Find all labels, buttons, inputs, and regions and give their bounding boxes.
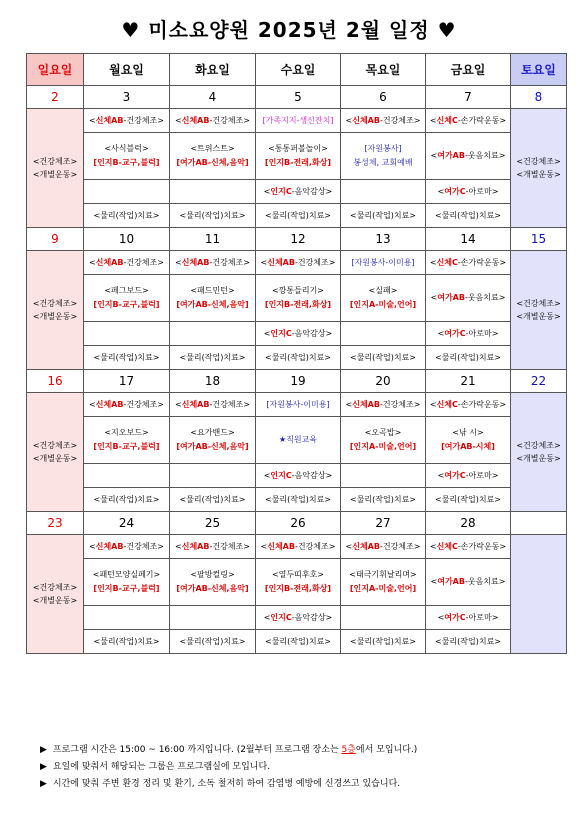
date-cell: 25	[170, 512, 256, 535]
activity-cell	[84, 488, 170, 512]
sunday-activity-cell	[27, 251, 84, 370]
date-cell: 9	[27, 228, 84, 251]
activity-cell	[84, 535, 170, 559]
activity-title: <지오보드>	[104, 428, 149, 437]
side-line: <건강체조>	[516, 157, 561, 166]
activity-text: <여가C-아로마>	[437, 471, 499, 480]
date-cell: 10	[84, 228, 170, 251]
side-line: <개별운동>	[516, 454, 561, 463]
activity-text: <물리(작업)치료>	[349, 637, 417, 646]
activity-cell	[84, 180, 170, 204]
activity-title: <사식블럭>	[104, 144, 149, 153]
sunday-activity-cell	[27, 109, 84, 228]
activity-cell	[170, 630, 256, 654]
activity-row	[27, 488, 567, 512]
activity-row	[27, 393, 567, 417]
activity-cell	[256, 488, 341, 512]
weekday-friday: 금요일	[426, 54, 511, 86]
activity-text: <물리(작업)치료>	[179, 495, 246, 504]
date-cell: 27	[341, 512, 426, 535]
activity-text: <신체AB-건강체조>	[89, 400, 164, 409]
activity-cell	[84, 251, 170, 275]
date-cell: 11	[170, 228, 256, 251]
activity-cell	[84, 133, 170, 180]
activity-text: <물리(작업)치료>	[434, 211, 502, 220]
activity-row	[27, 275, 567, 322]
activity-cell	[256, 630, 341, 654]
activity-cell	[341, 133, 426, 180]
activity-cell	[426, 488, 511, 512]
activity-cell	[84, 322, 170, 346]
activity-text: <신체AB-건강체조>	[175, 116, 250, 125]
activity-cell	[170, 275, 256, 322]
date-cell: 19	[256, 370, 341, 393]
date-cell: 26	[256, 512, 341, 535]
side-line: <건강체조>	[32, 583, 78, 592]
activity-cell	[426, 535, 511, 559]
activity-text: <인지C-음악감상>	[263, 613, 333, 622]
side-line: <개별운동>	[32, 312, 78, 321]
activity-cell	[170, 180, 256, 204]
sunday-activity-cell	[27, 535, 84, 654]
activity-cell	[341, 204, 426, 228]
date-row	[27, 228, 567, 251]
activity-cell	[170, 109, 256, 133]
activity-cell	[170, 488, 256, 512]
activity-cell	[256, 417, 341, 464]
activity-cell	[426, 630, 511, 654]
activity-cell	[256, 322, 341, 346]
date-cell: 18	[170, 370, 256, 393]
activity-cell	[256, 535, 341, 559]
page-title	[0, 14, 578, 43]
activity-cell	[426, 275, 511, 322]
activity-cell	[170, 133, 256, 180]
activity-cell	[170, 204, 256, 228]
activity-text: <물리(작업)치료>	[93, 495, 160, 504]
saturday-activity-cell	[511, 251, 567, 370]
saturday-activity-cell	[511, 393, 567, 512]
heart-icon: ♥	[121, 18, 141, 42]
activity-cell	[256, 275, 341, 322]
weekday-tuesday: 화요일	[170, 54, 256, 86]
date-cell: 6	[341, 86, 426, 109]
activity-group: [인지B-전래,화상]	[264, 584, 332, 593]
activity-cell	[170, 559, 256, 606]
date-cell: 4	[170, 86, 256, 109]
activity-cell	[341, 275, 426, 322]
date-cell: 22	[511, 370, 567, 393]
date-cell: 24	[84, 512, 170, 535]
activity-cell	[341, 488, 426, 512]
activity-group: [인지B-전래,화상]	[264, 300, 332, 309]
weekday-monday: 월요일	[84, 54, 170, 86]
activity-group: [인지A-미술,언어]	[349, 584, 417, 593]
activity-row	[27, 322, 567, 346]
activity-cell	[426, 204, 511, 228]
side-line: <개별운동>	[32, 170, 78, 179]
activity-row	[27, 417, 567, 464]
date-cell: 21	[426, 370, 511, 393]
activity-cell	[256, 606, 341, 630]
activity-group: [인지B-전래,화상]	[264, 158, 332, 167]
activity-text: <물리(작업)치료>	[434, 495, 502, 504]
side-line: <건강체조>	[32, 299, 78, 308]
activity-text: <물리(작업)치료>	[264, 637, 332, 646]
activity-cell	[84, 393, 170, 417]
activity-text: <물리(작업)치료>	[434, 637, 502, 646]
activity-cell	[170, 535, 256, 559]
activity-text: <신체AB-건강체조>	[89, 258, 164, 267]
date-cell: 16	[27, 370, 84, 393]
activity-text: <신체AB-건강체조>	[345, 542, 421, 551]
activity-row	[27, 251, 567, 275]
activity-text: <물리(작업)치료>	[264, 495, 332, 504]
activity-text: <신체AB-건강체조>	[260, 542, 336, 551]
activity-cell	[84, 204, 170, 228]
activity-cell	[170, 346, 256, 370]
activity-cell	[170, 393, 256, 417]
note-line: ▶ 프로그램 시간은 15:00 ~ 16:00 까지입니다. (2월부터 프로그램 장소는 5층에서 모입니다.)	[40, 745, 418, 755]
activity-group: <여가AB-웃음치료>	[430, 577, 506, 586]
activity-text: <물리(작업)치료>	[179, 353, 246, 362]
activity-row	[27, 630, 567, 654]
activity-text: <물리(작업)치료>	[93, 637, 160, 646]
activity-text: <신체AB-건강체조>	[89, 116, 164, 125]
date-cell: 12	[256, 228, 341, 251]
triangle-bullet-icon: ▶	[40, 745, 47, 755]
activity-text: <물리(작업)치료>	[93, 353, 160, 362]
side-line: <개별운동>	[32, 596, 78, 605]
activity-cell	[170, 251, 256, 275]
date-row	[27, 370, 567, 393]
activity-text: <인지C-음악감상>	[263, 187, 333, 196]
date-cell: 28	[426, 512, 511, 535]
activity-row	[27, 133, 567, 180]
activity-text: <물리(작업)치료>	[349, 495, 417, 504]
activity-title: <낚 시>	[452, 428, 484, 437]
activity-cell	[84, 417, 170, 464]
activity-text: <여가C-아로마>	[437, 613, 499, 622]
activity-cell	[341, 535, 426, 559]
date-cell: 5	[256, 86, 341, 109]
date-cell: 20	[341, 370, 426, 393]
activity-text: <물리(작업)치료>	[264, 353, 332, 362]
activity-group: [여가AB-신체,음악]	[176, 442, 249, 451]
activity-row	[27, 346, 567, 370]
activity-cell	[426, 109, 511, 133]
activity-text: [가족지지-생신잔치]	[262, 116, 334, 125]
weekday-sunday: 일요일	[27, 54, 84, 86]
activity-text: <신체C-손가락운동>	[429, 116, 507, 125]
activity-text: <신체AB-건강체조>	[260, 258, 336, 267]
activity-text: [자원봉사-이미용]	[351, 258, 415, 267]
activity-group: <여가AB-웃음치료>	[430, 151, 506, 160]
activity-cell	[84, 464, 170, 488]
heart-icon: ♥	[437, 18, 457, 42]
activity-title: <팔방컬링>	[190, 570, 235, 579]
activity-cell	[426, 133, 511, 180]
activity-text: <물리(작업)치료>	[349, 353, 417, 362]
activity-group: [인지B-교구,블럭]	[93, 584, 160, 593]
activity-cell	[84, 606, 170, 630]
activity-text: <물리(작업)치료>	[179, 211, 246, 220]
side-line: <건강체조>	[32, 157, 78, 166]
activity-row	[27, 180, 567, 204]
activity-group: 봉성체, 교회예배	[353, 158, 413, 167]
activity-cell	[341, 251, 426, 275]
activity-group: [여가AB-신체,음악]	[176, 584, 249, 593]
activity-cell	[341, 322, 426, 346]
activity-text: <신체C-손가락운동>	[429, 258, 507, 267]
date-cell: 2	[27, 86, 84, 109]
activity-cell	[84, 559, 170, 606]
date-cell: 14	[426, 228, 511, 251]
date-row	[27, 512, 567, 535]
activity-title: <트위스트>	[190, 144, 235, 153]
weekday-thursday: 목요일	[341, 54, 426, 86]
activity-cell	[170, 606, 256, 630]
activity-group: [여가AB-시체]	[441, 442, 495, 451]
date-cell	[511, 512, 567, 535]
activity-cell	[426, 417, 511, 464]
triangle-bullet-icon: ▶	[40, 762, 47, 772]
activity-cell	[170, 322, 256, 346]
activity-cell	[426, 464, 511, 488]
activity-text: <물리(작업)치료>	[349, 211, 417, 220]
activity-cell	[426, 251, 511, 275]
date-cell: 3	[84, 86, 170, 109]
activity-row	[27, 464, 567, 488]
activity-cell	[170, 464, 256, 488]
activity-title: <깡통들리기>	[271, 286, 325, 295]
activity-cell	[170, 417, 256, 464]
activity-cell	[341, 630, 426, 654]
activity-title: <페그보드>	[104, 286, 149, 295]
activity-cell	[341, 393, 426, 417]
activity-text: <인지C-음악감상>	[263, 471, 333, 480]
sunday-activity-cell	[27, 393, 84, 512]
activity-text: <인지C-음악감상>	[263, 329, 333, 338]
date-cell: 17	[84, 370, 170, 393]
activity-cell	[256, 464, 341, 488]
notes-section	[40, 742, 417, 793]
date-row	[27, 86, 567, 109]
activity-title: <오곡밥>	[364, 428, 402, 437]
activity-title: <요가밴드>	[190, 428, 235, 437]
activity-cell	[256, 346, 341, 370]
activity-cell	[341, 180, 426, 204]
activity-cell	[84, 109, 170, 133]
activity-title: <패드민턴>	[190, 286, 235, 295]
activity-text: <신체C-손가락운동>	[429, 542, 507, 551]
weekday-header-row	[27, 54, 567, 86]
activity-cell	[256, 109, 341, 133]
side-line: <건강체조>	[516, 299, 561, 308]
activity-cell	[341, 109, 426, 133]
activity-title: <패턴모양실페기>	[92, 570, 161, 579]
activity-cell	[341, 559, 426, 606]
side-line: <건강체조>	[516, 441, 561, 450]
title-text: 미소요양원 2025년 2월 일정	[148, 18, 430, 42]
date-cell: 15	[511, 228, 567, 251]
activity-cell	[84, 275, 170, 322]
triangle-bullet-icon: ▶	[40, 779, 47, 789]
activity-text: <물리(작업)치료>	[264, 211, 332, 220]
note-line: ▶ 요일에 맞춰서 해당되는 그룹은 프로그램실에 모입니다.	[40, 762, 271, 772]
activity-cell	[84, 346, 170, 370]
activity-title: [자원봉사]	[364, 144, 402, 153]
activity-row	[27, 204, 567, 228]
activity-text: <신체AB-건강체조>	[345, 116, 421, 125]
schedule-table	[26, 53, 567, 654]
activity-cell	[256, 559, 341, 606]
saturday-activity-cell	[511, 109, 567, 228]
saturday-activity-cell	[511, 535, 567, 654]
activity-group: [인지A-미술,언어]	[349, 300, 417, 309]
date-cell: 8	[511, 86, 567, 109]
activity-cell	[256, 133, 341, 180]
activity-title: <열두띠후호>	[271, 570, 325, 579]
side-line: <개별운동>	[32, 454, 78, 463]
side-line: <개별운동>	[516, 170, 561, 179]
activity-cell	[341, 417, 426, 464]
activity-text: <신체AB-건강체조>	[175, 400, 250, 409]
activity-title: <태극기휘날리며>	[349, 570, 417, 579]
activity-cell	[341, 606, 426, 630]
weekday-saturday: 토요일	[511, 54, 567, 86]
activity-cell	[256, 393, 341, 417]
activity-cell	[426, 180, 511, 204]
activity-group: [인지B-교구,블럭]	[93, 158, 160, 167]
activity-text: <여가C-아로마>	[437, 187, 499, 196]
date-cell: 13	[341, 228, 426, 251]
activity-text: <신체AB-건강체조>	[175, 542, 250, 551]
activity-group: [인지B-교구,블럭]	[93, 442, 160, 451]
activity-text: <여가C-아로마>	[437, 329, 499, 338]
activity-cell	[426, 606, 511, 630]
activity-group: [인지A-미술,언어]	[349, 442, 417, 451]
activity-cell	[426, 559, 511, 606]
note-line: ▶ 시간에 맞춰 주변 환경 정리 및 환기, 소독 철저히 하여 감염병 예방에 신경쓰고 있습니다.	[40, 779, 401, 789]
side-line: <건강체조>	[32, 441, 78, 450]
activity-group: [인지B-교구,블럭]	[93, 300, 160, 309]
activity-title: ★직원교육	[278, 435, 318, 444]
activity-group: <여가AB-웃음치료>	[430, 293, 506, 302]
activity-cell	[426, 393, 511, 417]
activity-cell	[426, 346, 511, 370]
weekday-wednesday: 수요일	[256, 54, 341, 86]
activity-cell	[256, 251, 341, 275]
activity-cell	[341, 464, 426, 488]
activity-cell	[426, 322, 511, 346]
activity-cell	[256, 204, 341, 228]
activity-text: <물리(작업)치료>	[93, 211, 160, 220]
activity-text: <신체AB-건강체조>	[89, 542, 164, 551]
activity-row	[27, 559, 567, 606]
activity-row	[27, 606, 567, 630]
activity-text: <신체AB-건강체조>	[345, 400, 421, 409]
date-cell: 7	[426, 86, 511, 109]
side-line: <개별운동>	[516, 312, 561, 321]
activity-title: <실패>	[368, 286, 398, 295]
date-cell: 23	[27, 512, 84, 535]
activity-title: <통통퍼볼놀이>	[268, 144, 328, 153]
activity-group: [여가AB-신체,음악]	[176, 300, 249, 309]
activity-text: <신체AB-건강체조>	[175, 258, 250, 267]
activity-cell	[341, 346, 426, 370]
activity-text: <물리(작업)치료>	[179, 637, 246, 646]
activity-group: [여가AB-신체,음악]	[176, 158, 249, 167]
activity-text: [자원봉사-이미용]	[266, 400, 330, 409]
activity-row	[27, 109, 567, 133]
activity-text: <물리(작업)치료>	[434, 353, 502, 362]
activity-row	[27, 535, 567, 559]
activity-text: <신체C-손가락운동>	[429, 400, 507, 409]
activity-cell	[84, 630, 170, 654]
activity-cell	[256, 180, 341, 204]
